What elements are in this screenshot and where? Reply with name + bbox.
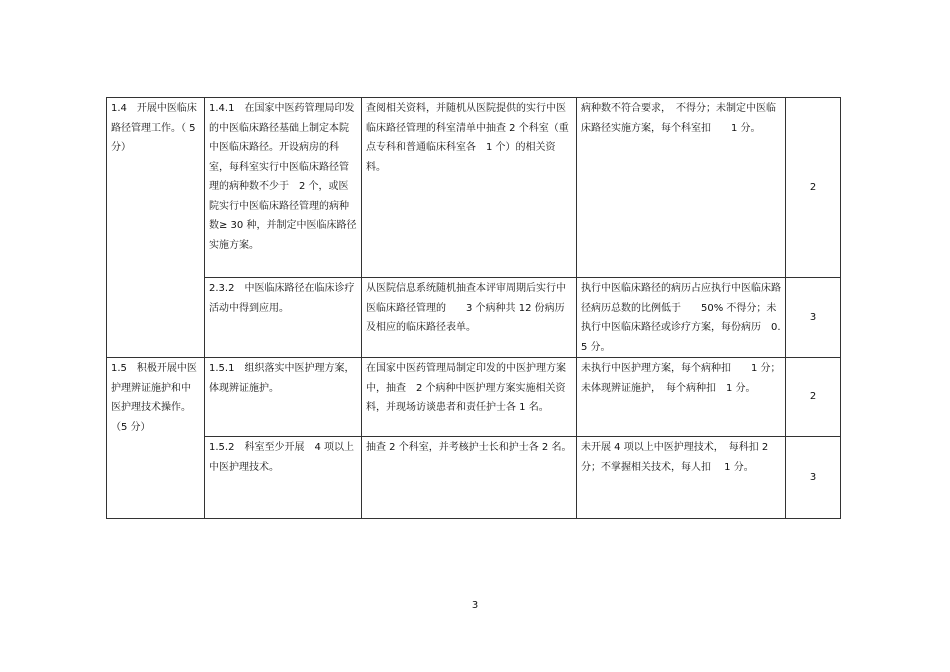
criteria-cell: 病种数不符合要求， 不得分；未制定中医临床路径实施方案，每个科室扣 1 分。 bbox=[577, 98, 786, 278]
table-row bbox=[107, 278, 841, 358]
evaluation-table bbox=[106, 97, 841, 519]
score-cell: 2 bbox=[786, 358, 841, 437]
item-cell: 1.4 开展中医临床路径管理工作。（ 5 分） bbox=[107, 98, 205, 358]
item-cell: 1.5 积极开展中医护理辨证施护和中医护理技术操作。（5 分） bbox=[107, 358, 205, 519]
standard-cell: 1.4.1 在国家中医药管理局印发的中医临床路径基础上制定本院中医临床路径。开设病房的科室，每科室实行中医临床路径管理的病种数不少于 2 个，或医院实行中医临床路径管理的病种数≥ 30 种，并制定中医临床路径实施方案。 bbox=[205, 98, 362, 278]
method-cell: 查阅相关资料，并随机从医院提供的实行中医临床路径管理的科室清单中抽查 2 个科室（重点专科和普通临床科室各 1 个）的相关资料。 bbox=[362, 98, 577, 278]
standard-cell: 1.5.2 科室至少开展 4 项以上中医护理技术。 bbox=[205, 437, 362, 519]
score-cell: 2 bbox=[786, 98, 841, 278]
table-row bbox=[107, 98, 841, 278]
score-cell: 3 bbox=[786, 278, 841, 358]
table-row bbox=[107, 437, 841, 519]
standard-cell: 1.5.1 组织落实中医护理方案，体现辨证施护。 bbox=[205, 358, 362, 437]
standard-cell: 2.3.2 中医临床路径在临床诊疗活动中得到应用。 bbox=[205, 278, 362, 358]
table-row bbox=[107, 358, 841, 437]
criteria-cell: 未执行中医护理方案，每个病种扣 1 分；未体现辨证施护， 每个病种扣 1 分。 bbox=[577, 358, 786, 437]
method-cell: 抽查 2 个科室，并考核护士长和护士各 2 名。 bbox=[362, 437, 577, 519]
page-number: 3 bbox=[471, 600, 479, 611]
method-cell: 在国家中医药管理局制定印发的中医护理方案中，抽查 2 个病种中医护理方案实施相关资料，并现场访谈患者和责任护士各 1 名。 bbox=[362, 358, 577, 437]
score-cell: 3 bbox=[786, 437, 841, 519]
criteria-cell: 执行中医临床路径的病历占应执行中医临床路径病历总数的比例低于 50% 不得分；未执行中医临床路径或诊疗方案，每份病历 0.5 分。 bbox=[577, 278, 786, 358]
criteria-cell: 未开展 4 项以上中医护理技术， 每科扣 2 分；不掌握相关技术，每人扣 1 分。 bbox=[577, 437, 786, 519]
method-cell: 从医院信息系统随机抽查本评审周期后实行中医临床路径管理的 3 个病种共 12 份病历及相应的临床路径表单。 bbox=[362, 278, 577, 358]
